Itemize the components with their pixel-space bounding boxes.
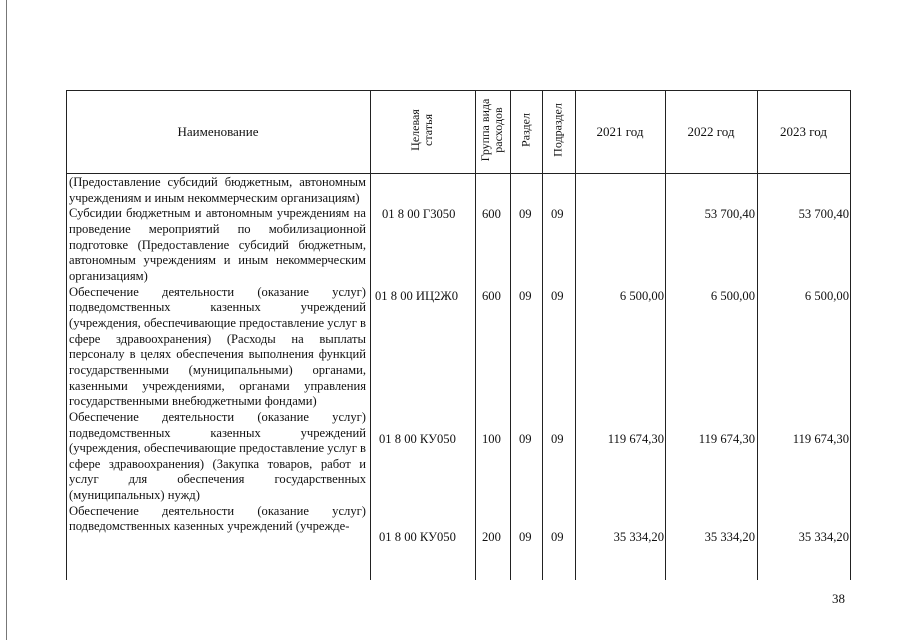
- value-2021-cell: 119 674,30: [607, 432, 664, 446]
- name-cell: Обеспечение деятельности (оказание услуг) подведомственных казенных учреждений (учреждения, обеспечивающие предоставление услуг в сфере здравоохранения) (Закупка товаров, работ и услуг для обеспечения государственных (муниципальных) нужд): [69, 409, 366, 503]
- section-cell: 09: [519, 432, 532, 446]
- col-border: [370, 90, 371, 580]
- page-number: 38: [832, 591, 845, 606]
- header-expense-group: [479, 99, 505, 162]
- header-2023: 2023 год: [780, 123, 827, 139]
- header-name: Наименование: [177, 123, 259, 139]
- value-2023-cell: 6 500,00: [804, 289, 849, 303]
- value-2021-cell: 6 500,00: [619, 289, 664, 303]
- value-2022-cell: 53 700,40: [704, 207, 755, 221]
- col-border: [542, 90, 543, 580]
- code-cell: 01 8 00 КУ050: [379, 432, 456, 446]
- name-cell: Субсидии бюджетным и автономным учреждениям на проведение мероприятий по мобилизационной подготовке (Предоставление субсидий бюджетным, автономным учреждениям и иным некоммерческим организациям): [69, 206, 366, 283]
- col-border: [850, 90, 851, 580]
- value-2023-cell: 119 674,30: [792, 432, 849, 446]
- budget-table: [66, 90, 851, 580]
- header-2022: 2022 год: [687, 123, 735, 139]
- value-2023-cell: 35 334,20: [798, 530, 849, 544]
- header-2021: 2021 год: [596, 123, 644, 139]
- code-cell: 01 8 00 КУ050: [379, 530, 456, 544]
- header-target-article-line1: Целевая: [408, 109, 422, 151]
- value-2022-cell: 119 674,30: [698, 432, 755, 446]
- subsection-cell: 09: [551, 207, 564, 221]
- value-2023-cell: 53 700,40: [798, 207, 849, 221]
- code-cell: 01 8 00 ИЦ2Ж0: [375, 289, 458, 303]
- value-2022-cell: 6 500,00: [710, 289, 755, 303]
- page-edge-line: [6, 0, 7, 640]
- col-border: [475, 90, 476, 580]
- header-bottom-border: [66, 173, 851, 174]
- section-cell: 09: [519, 530, 532, 544]
- group-cell: 100: [482, 432, 501, 446]
- header-expense-group-line1: Группа вида: [478, 98, 492, 162]
- name-cell: (Предоставление субсидий бюджетным, автономным учреждениям и иным некоммерческим организациям): [69, 175, 366, 205]
- header-section: Раздел: [518, 113, 533, 147]
- col-border: [510, 90, 511, 580]
- group-cell: 200: [482, 530, 501, 544]
- value-2021-cell: 35 334,20: [613, 530, 664, 544]
- subsection-cell: 09: [551, 289, 564, 303]
- section-cell: 09: [519, 207, 532, 221]
- name-cell: Обеспечение деятельности (оказание услуг) подведомственных казенных учреждений (учреждения, обеспечивающие предоставление услуг в сфере здравоохранения) (Расходы на выплаты персоналу в целях обеспечения выполнения функций государственными (муниципальными) органами, казенными учреждениями, органами управления государственными внебюджетными фондами): [69, 284, 366, 409]
- group-cell: 600: [482, 207, 501, 221]
- name-column: [69, 175, 366, 535]
- header-target-article-line2: статья: [421, 114, 435, 146]
- value-2022-cell: 35 334,20: [704, 530, 755, 544]
- group-cell: 600: [482, 289, 501, 303]
- section-cell: 09: [519, 289, 532, 303]
- header-subsection: Подраздел: [550, 103, 565, 157]
- name-cell: Обеспечение деятельности (оказание услуг) подведомственных казенных учреждений (учрежде-: [69, 503, 366, 534]
- subsection-cell: 09: [551, 432, 564, 446]
- code-cell: 01 8 00 Г3050: [382, 207, 456, 221]
- subsection-cell: 09: [551, 530, 564, 544]
- header-expense-group-line2: расходов: [491, 107, 505, 153]
- header-target-article: [409, 109, 435, 151]
